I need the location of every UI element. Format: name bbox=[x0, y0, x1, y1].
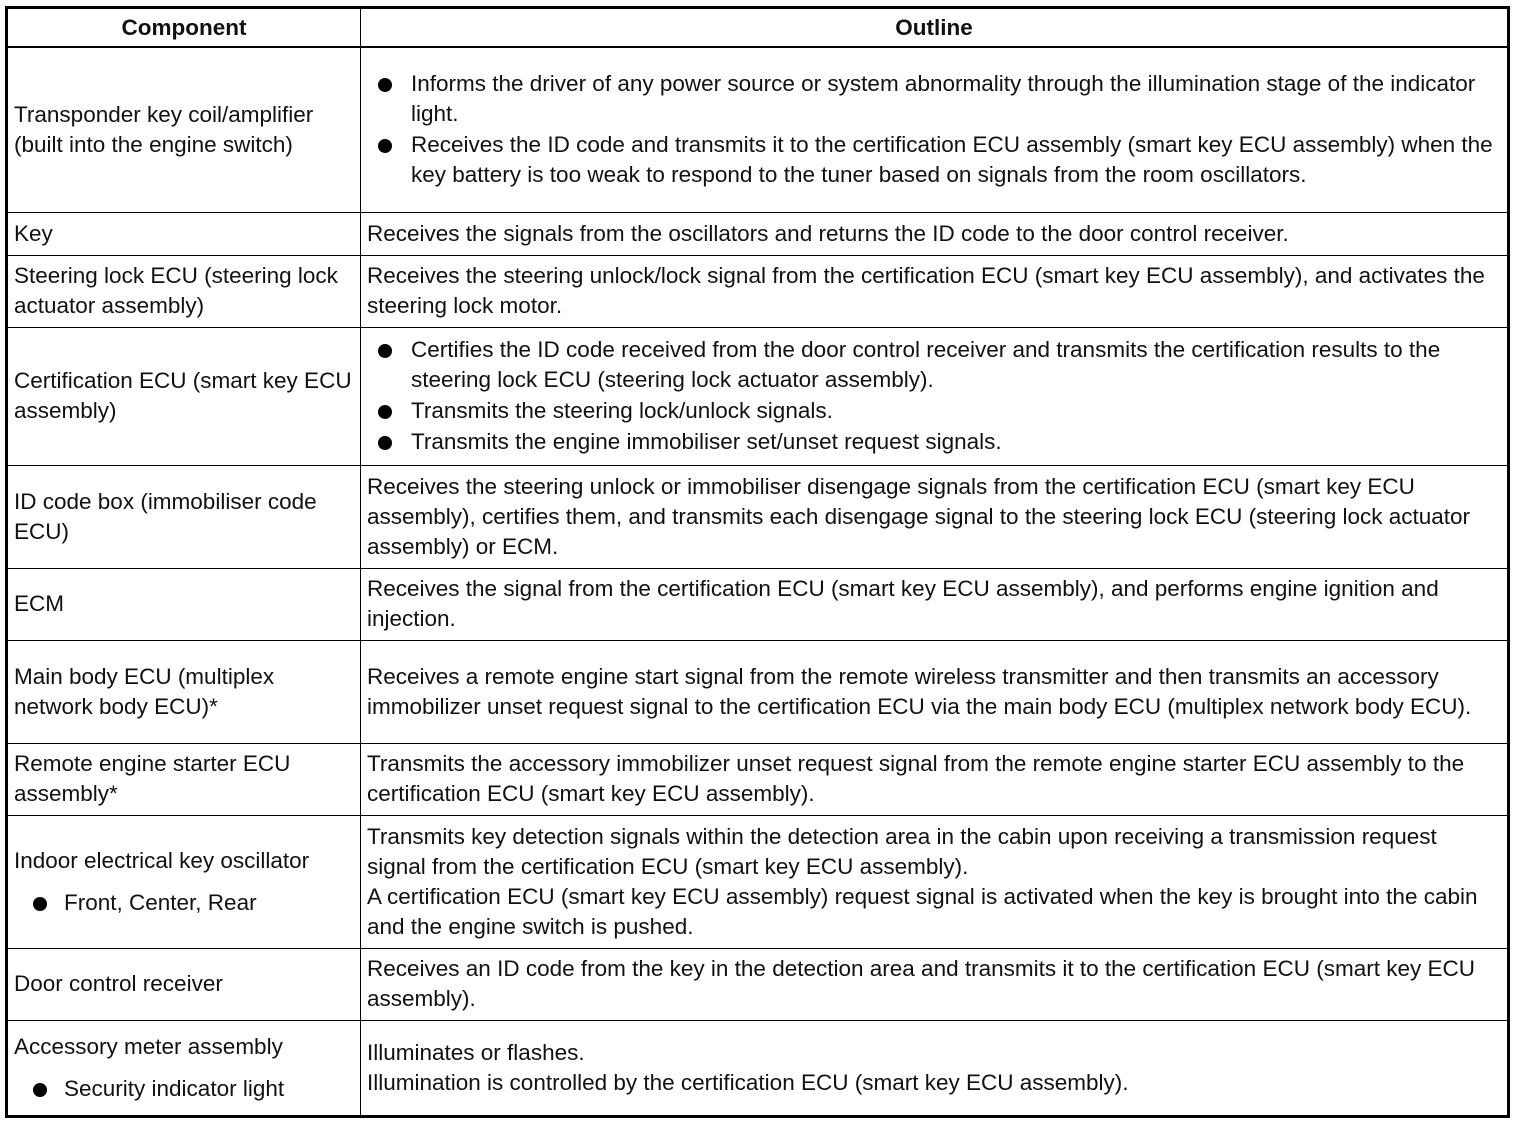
outline-cell bbox=[361, 1020, 1509, 1116]
component-label: Indoor electrical key oscillator bbox=[14, 847, 310, 873]
table-row bbox=[7, 1020, 1509, 1116]
list-item: Informs the driver of any power source or system abnormality through the illumination stage of the indicator light. bbox=[411, 69, 1501, 129]
list-item: Transmits the engine immobiliser set/unset request signals. bbox=[411, 427, 1501, 457]
bullet-icon bbox=[378, 405, 392, 419]
table-row bbox=[7, 465, 1509, 568]
bullet-icon bbox=[33, 897, 47, 911]
component-cell: Remote engine starter ECU assembly* bbox=[7, 743, 361, 815]
table-row bbox=[7, 212, 1509, 255]
bullet-list bbox=[411, 69, 1501, 190]
outline-cell: Receives the steering unlock/lock signal from the certification ECU (smart key ECU assembly), and activates the steering lock motor. bbox=[361, 255, 1509, 327]
bullet-icon bbox=[378, 436, 392, 450]
component-cell: Transponder key coil/amplifier (built into the engine switch) bbox=[7, 47, 361, 212]
component-cell: Door control receiver bbox=[7, 948, 361, 1020]
list-item: Certifies the ID code received from the door control receiver and transmits the certification results to the steering lock ECU (steering lock actuator assembly). bbox=[411, 335, 1501, 395]
component-sub-item: Security indicator light bbox=[14, 1074, 354, 1104]
table-row bbox=[7, 815, 1509, 948]
component-cell bbox=[7, 815, 361, 948]
outline-cell: Receives the signal from the certification ECU (smart key ECU assembly), and performs engine ignition and injection. bbox=[361, 568, 1509, 640]
outline-paragraph: Illuminates or flashes. bbox=[367, 1039, 585, 1065]
bullet-icon bbox=[33, 1083, 47, 1097]
component-cell: Key bbox=[7, 212, 361, 255]
list-item: Transmits the steering lock/unlock signals. bbox=[411, 396, 1501, 426]
table-row bbox=[7, 640, 1509, 743]
bullet-list bbox=[411, 335, 1501, 457]
table-row bbox=[7, 255, 1509, 327]
component-cell: Steering lock ECU (steering lock actuator assembly) bbox=[7, 255, 361, 327]
table-row bbox=[7, 568, 1509, 640]
outline-paragraph: Transmits key detection signals within the detection area in the cabin upon receiving a transmission request signal from the certification ECU (smart key ECU assembly). bbox=[367, 823, 1437, 879]
outline-cell: Receives the signals from the oscillators and returns the ID code to the door control receiver. bbox=[361, 212, 1509, 255]
bullet-icon bbox=[378, 139, 392, 153]
outline-header: Outline bbox=[361, 8, 1509, 48]
outline-paragraph: A certification ECU (smart key ECU assembly) request signal is activated when the key is brought into the cabin and the engine switch is pushed. bbox=[367, 883, 1478, 939]
component-cell: Main body ECU (multiplex network body ECU)* bbox=[7, 640, 361, 743]
table-row bbox=[7, 47, 1509, 212]
outline-cell: Transmits the accessory immobilizer unset request signal from the remote engine starter ECU assembly to the certification ECU (smart key ECU assembly). bbox=[361, 743, 1509, 815]
component-cell: ID code box (immobiliser code ECU) bbox=[7, 465, 361, 568]
table-row bbox=[7, 743, 1509, 815]
component-cell: Certification ECU (smart key ECU assembly) bbox=[7, 327, 361, 465]
component-header: Component bbox=[7, 8, 361, 48]
table-row bbox=[7, 327, 1509, 465]
component-cell: ECM bbox=[7, 568, 361, 640]
table-row bbox=[7, 948, 1509, 1020]
outline-cell bbox=[361, 327, 1509, 465]
outline-cell: Receives a remote engine start signal from the remote wireless transmitter and then transmits an accessory immobilizer unset request signal to the certification ECU via the main body ECU (multiplex network body ECU). bbox=[361, 640, 1509, 743]
component-table bbox=[5, 6, 1510, 1118]
outline-cell: Receives the steering unlock or immobiliser disengage signals from the certification ECU (smart key ECU assembly), certifies them, and transmits each disengage signal to the steering lock ECU (steering lock actuator assembly) or ECM. bbox=[361, 465, 1509, 568]
outline-cell: Receives an ID code from the key in the detection area and transmits it to the certification ECU (smart key ECU assembly). bbox=[361, 948, 1509, 1020]
outline-cell bbox=[361, 47, 1509, 212]
bullet-icon bbox=[378, 344, 392, 358]
bullet-icon bbox=[378, 78, 392, 92]
component-cell bbox=[7, 1020, 361, 1116]
header-row bbox=[7, 8, 1509, 48]
outline-paragraph: Illumination is controlled by the certification ECU (smart key ECU assembly). bbox=[367, 1069, 1129, 1095]
component-label: Accessory meter assembly bbox=[14, 1033, 283, 1059]
list-item: Receives the ID code and transmits it to the certification ECU assembly (smart key ECU assembly) when the key battery is too weak to respond to the tuner based on signals from the room oscillators. bbox=[411, 130, 1501, 190]
outline-cell bbox=[361, 815, 1509, 948]
component-sub-item: Front, Center, Rear bbox=[14, 888, 354, 918]
